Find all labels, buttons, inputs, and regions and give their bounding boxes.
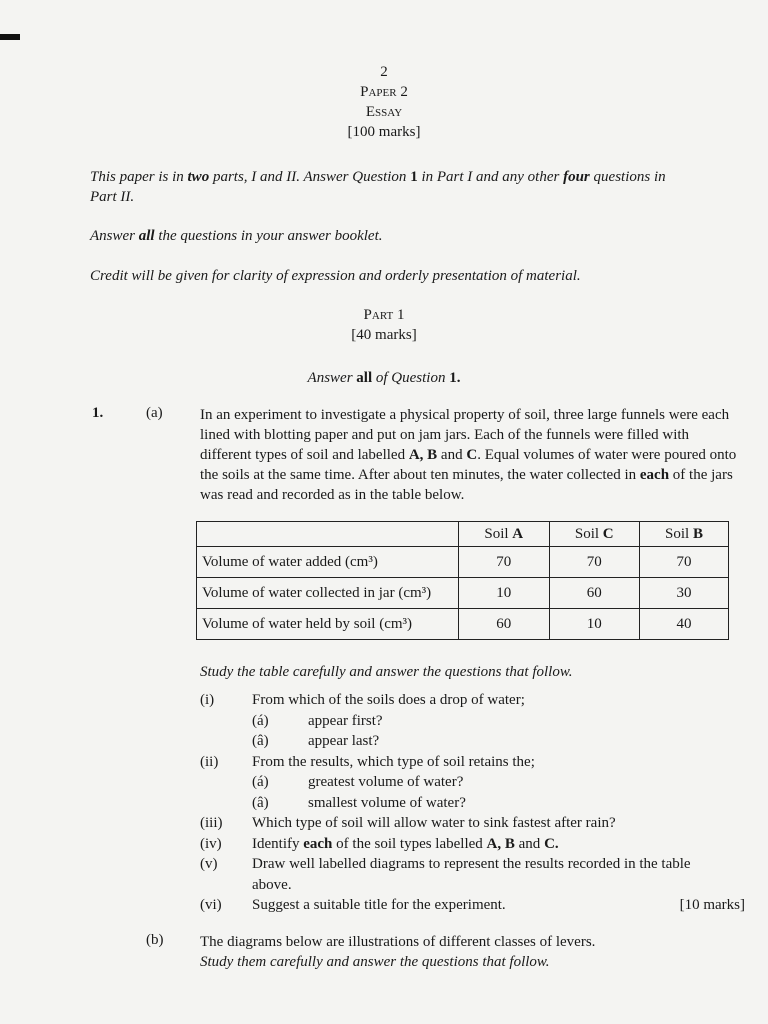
list-item: (iv) Identify each of the soil types labelled A, B and C. [200,835,559,852]
table-header-row [197,522,729,547]
subquestion-a-label: (a) [146,405,163,421]
question-items [200,690,745,916]
table-row [197,547,729,578]
part1-heading [0,305,768,345]
list-item: (i) From which of the soils does a drop of water; [200,692,525,708]
marks-label: [10 marks] [679,897,745,913]
instruction-credit: Credit will be given for clarity of expression and orderly presentation of material. [90,268,581,284]
scan-corner-mark [0,34,20,40]
table-cell: 40 [640,609,729,640]
list-item: (á) appear first? [252,712,383,729]
table-row [197,578,729,609]
row-label: Volume of water held by soil (cm³) [197,609,459,640]
table-cell: 10 [549,609,640,640]
table-header-cell: Soil B [640,522,729,547]
question-1a-text: In an experiment to investigate a physical property of soil, three large funnels were each lined with blotting paper and put on jam jars. Each of the funnels were filled with different types of soil and labelled A, B and C. Equal volumes of water were poured onto the soils at the same time. After about ten minutes, the water collected in each of the jars was read and recorded as in the table below. [200,407,737,503]
list-item: (â) appear last? [252,733,380,749]
list-item: (ii) From the results, which type of soil retains the; [200,753,535,770]
table-header-cell: Soil A [459,522,550,547]
table-cell: 30 [640,578,729,609]
table-cell: 10 [459,578,550,609]
table-cell: 60 [459,609,550,640]
row-label: Volume of water collected in jar (cm³) [197,578,459,609]
row-label: Volume of water added (cm³) [197,547,459,578]
page-header [0,62,768,142]
table-header-cell: Soil C [549,522,640,547]
instruction-parts: This paper is in two parts, I and II. Answer Question 1 in Part I and any other four questions in Part II. [90,169,666,205]
table-cell: 70 [640,547,729,578]
table-cell: 70 [459,547,550,578]
paper-title: Paper 2 [360,84,408,100]
list-item: (â) smallest volume of water? [252,794,466,811]
part1-marks: [40 marks] [351,327,417,343]
list-item: (vi) Suggest a suitable title for the experiment. [10 marks] [200,895,745,916]
subquestion-b-label: (b) [146,932,164,948]
table-header-blank [197,522,459,547]
total-marks: [100 marks] [347,124,421,140]
study-instruction: Study the table carefully and answer the questions that follow. [200,664,573,680]
question-1b-text: The diagrams below are illustrations of different classes of levers. Study them carefully and answer the questions that follow. [200,934,596,970]
table-cell: 70 [549,547,640,578]
paper-subtitle: Essay [365,104,403,120]
soil-data-table [196,521,729,640]
list-item: (iii) Which type of soil will allow water to sink fastest after rain? [200,815,616,831]
list-item: (á) greatest volume of water? [252,774,464,790]
instruction-answer-all: Answer all the questions in your answer booklet. [90,228,383,244]
page-number: 2 [380,64,388,80]
part1-title: Part 1 [363,307,405,323]
part1-instruction: Answer all of Question 1. [307,370,461,386]
table-cell: 60 [549,578,640,609]
table-row [197,609,729,640]
question-number: 1. [92,405,104,421]
list-item: (v) Draw well labelled diagrams to represent the results recorded in the table above. [200,856,691,893]
